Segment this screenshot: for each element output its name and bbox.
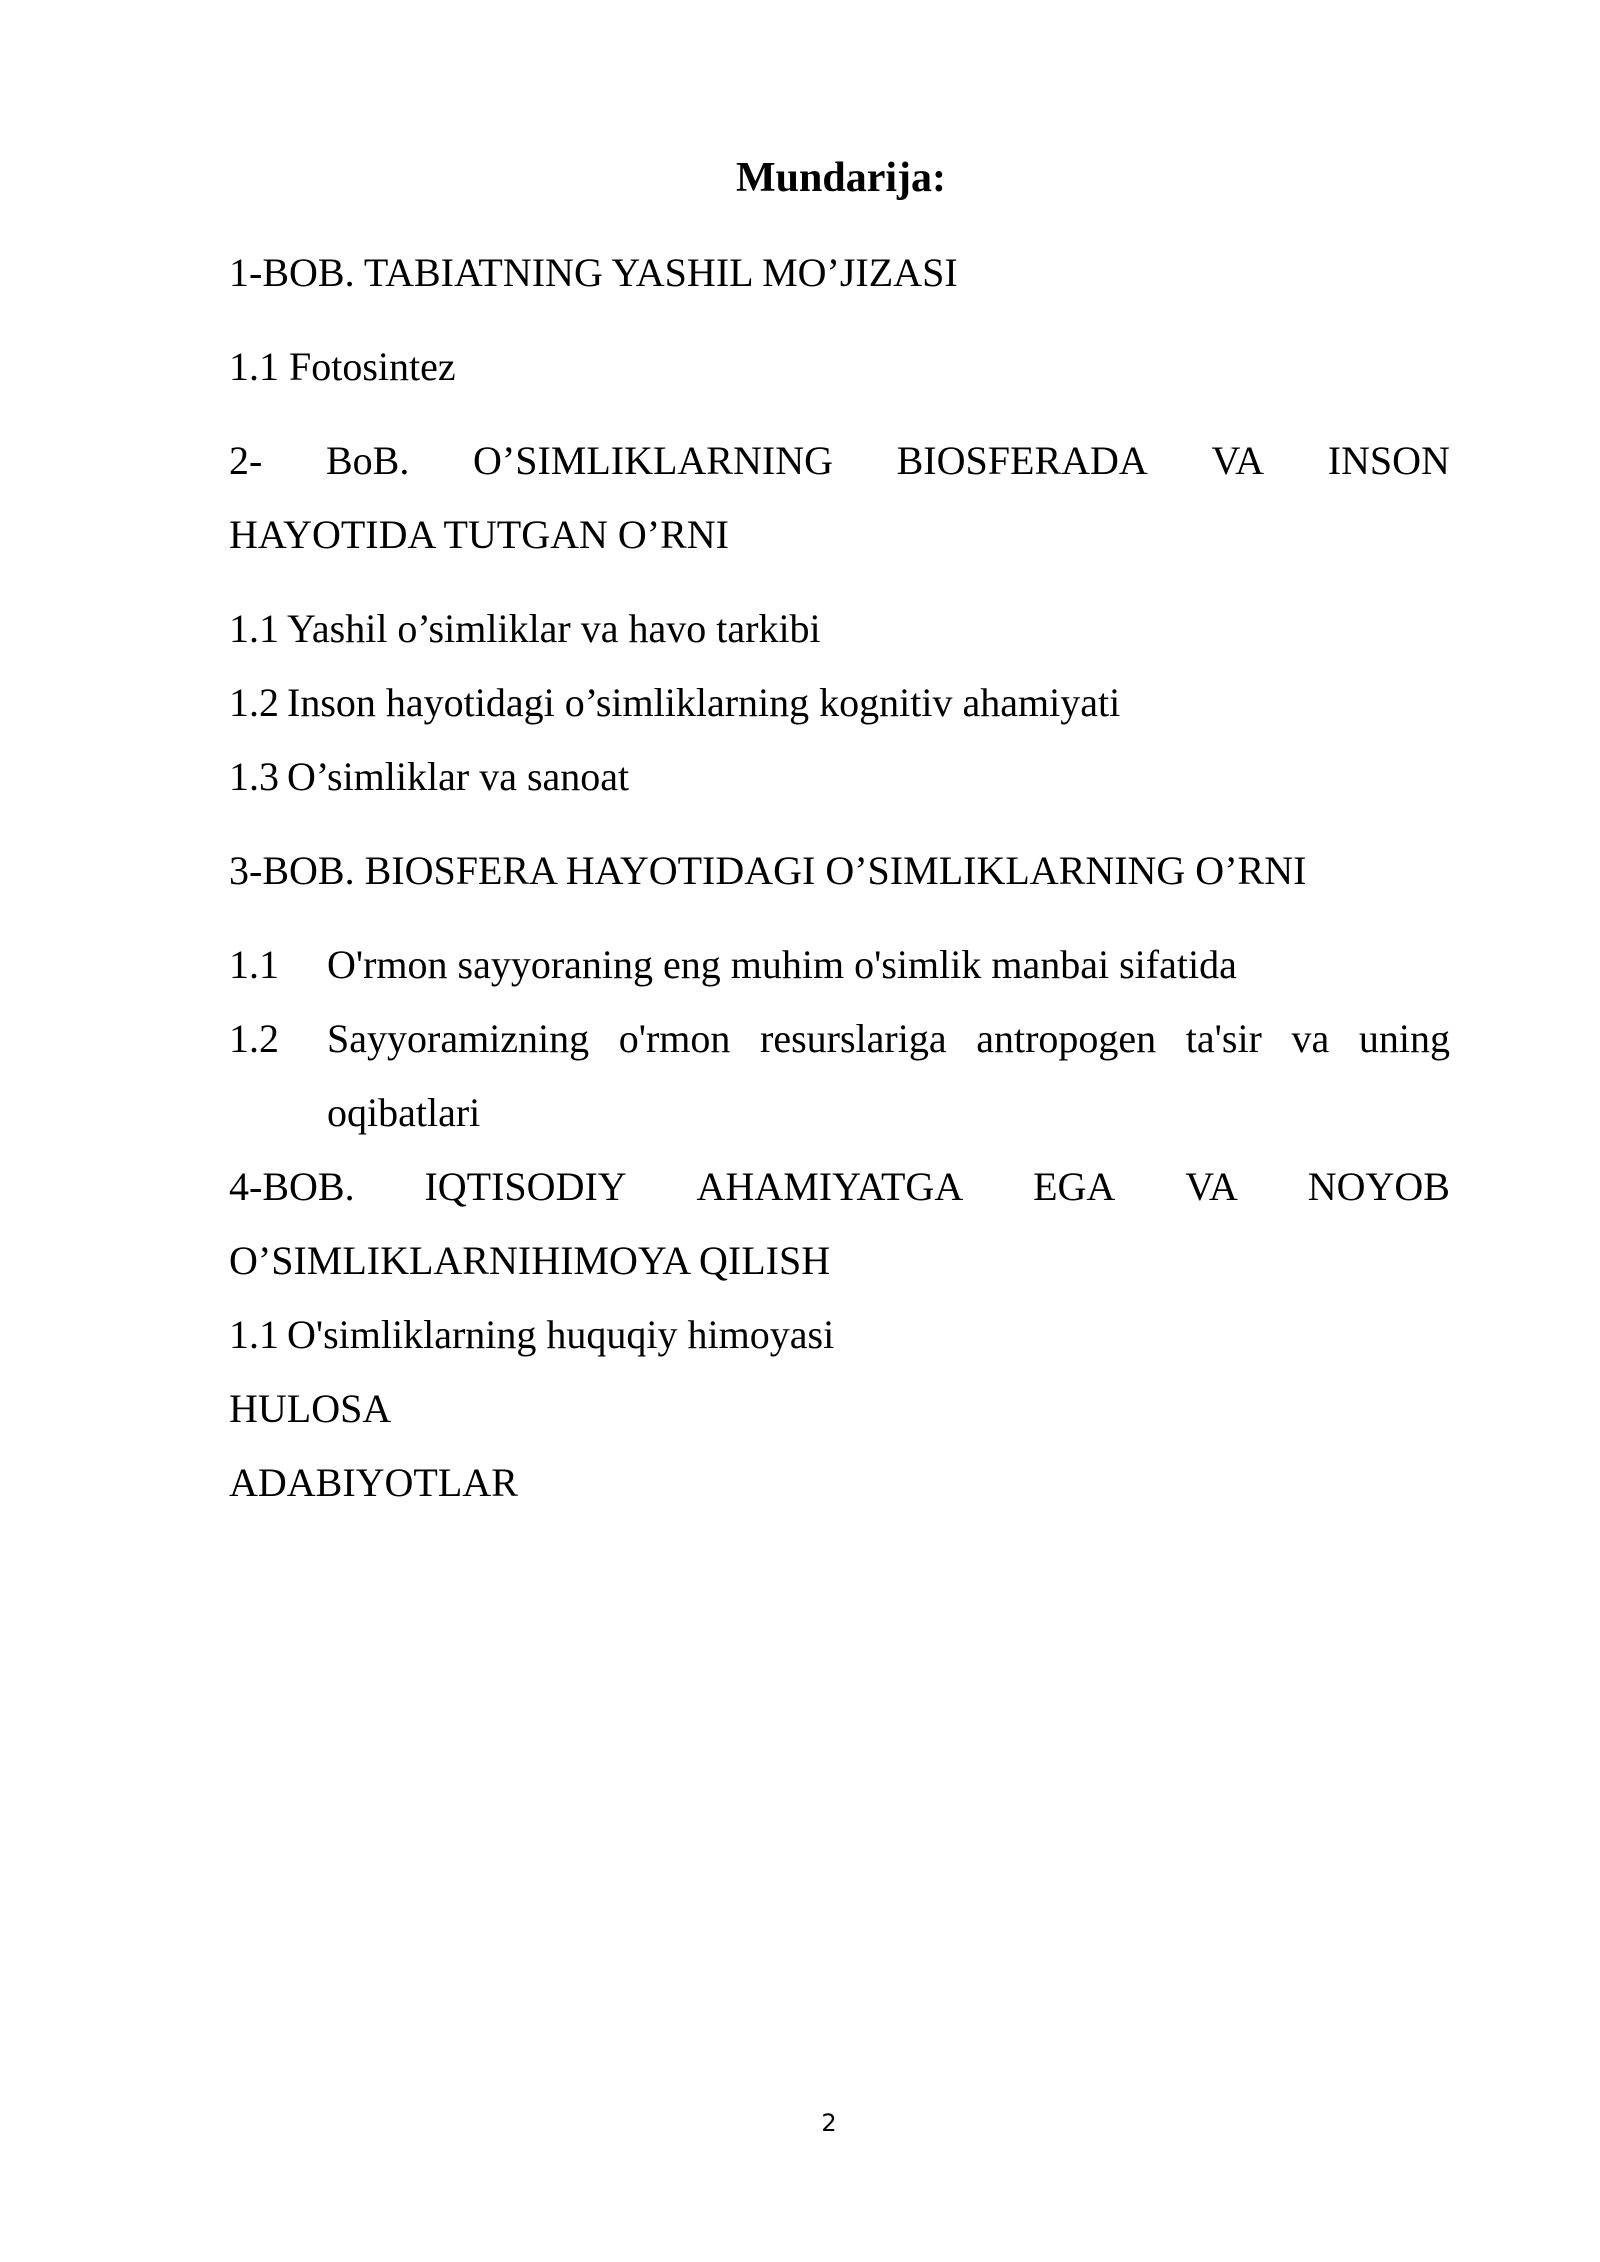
toc-chapter-2-section-3	[229, 752, 1450, 802]
section-text: O'simliklarning huquqiy himoyasi	[287, 1312, 835, 1357]
page-number: 2	[821, 2109, 837, 2137]
section-text: O’simliklar va sanoat	[287, 754, 630, 799]
section-word: ta'sir	[1185, 1016, 1262, 1061]
toc-chapter-3: 3-BOB. BIOSFERA HAYOTIDAGI O’SIMLIKLARNING O’RNI	[229, 848, 1307, 893]
section-word: Sayyoramizning	[327, 1016, 590, 1061]
section-number: 1.1	[229, 942, 279, 987]
section-text: Yashil o’simliklar va havo tarkibi	[287, 606, 821, 651]
toc-chapter-4-section-1	[229, 1310, 1450, 1360]
section-number: 1.1	[229, 1312, 279, 1357]
section-number: 1.2	[229, 1016, 279, 1061]
toc-chapter-3-section-2-continued: oqibatlari	[327, 1090, 481, 1135]
section-text-justified	[327, 1014, 1450, 1064]
toc-chapter-1-section-1: 1.1 Fotosintez	[229, 344, 456, 389]
toc-chapter-3-section-2	[229, 1014, 1450, 1064]
section-word: antropogen	[976, 1016, 1157, 1061]
toc-chapter-2-word: BIOSFERADA	[896, 438, 1148, 483]
toc-chapter-4-word: 4-BOB.	[229, 1164, 355, 1209]
toc-chapter-2-word: VA	[1211, 438, 1265, 483]
toc-chapter-2-word: 2-	[229, 438, 263, 483]
toc-chapter-2-word: BoB.	[325, 438, 410, 483]
toc-chapter-4-word: IQTISODIY	[424, 1164, 627, 1209]
toc-chapter-4-word: EGA	[1033, 1164, 1116, 1209]
section-text: O'rmon sayyoraning eng muhim o'simlik manbai sifatida	[327, 942, 1237, 987]
toc-title: Mundarija:	[736, 155, 946, 201]
section-text: Inson hayotidagi o’simliklarning kognitiv ahamiyati	[287, 680, 1121, 725]
toc-chapter-2-continued: HAYOTIDA TUTGAN O’RNI	[229, 512, 729, 557]
section-number: 1.1	[229, 606, 279, 651]
toc-chapter-4	[229, 1162, 1450, 1212]
section-word: uning	[1358, 1016, 1450, 1061]
toc-references: ADABIYOTLAR	[229, 1460, 518, 1505]
toc-chapter-2-word: INSON	[1327, 438, 1450, 483]
toc-chapter-2-section-1	[229, 604, 1450, 654]
toc-chapter-4-continued: O’SIMLIKLARNIHIMOYA QILISH	[229, 1238, 831, 1283]
section-word: resurslariga	[760, 1016, 947, 1061]
toc-chapter-4-word: VA	[1185, 1164, 1238, 1209]
section-number: 1.3	[229, 754, 279, 799]
toc-chapter-2	[229, 436, 1450, 486]
section-word: o'rmon	[618, 1016, 731, 1061]
toc-chapter-1: 1-BOB. TABIATNING YASHIL MO’JIZASI	[229, 250, 958, 295]
section-word: va	[1291, 1016, 1330, 1061]
toc-conclusion: HULOSA	[229, 1386, 392, 1431]
toc-chapter-3-section-1	[229, 940, 1450, 990]
section-number: 1.2	[229, 680, 279, 725]
toc-chapter-4-word: AHAMIYATGA	[696, 1164, 964, 1209]
toc-chapter-2-word: O’SIMLIKLARNING	[473, 438, 833, 483]
toc-chapter-4-word: NOYOB	[1307, 1164, 1450, 1209]
toc-chapter-2-section-2	[229, 678, 1450, 728]
